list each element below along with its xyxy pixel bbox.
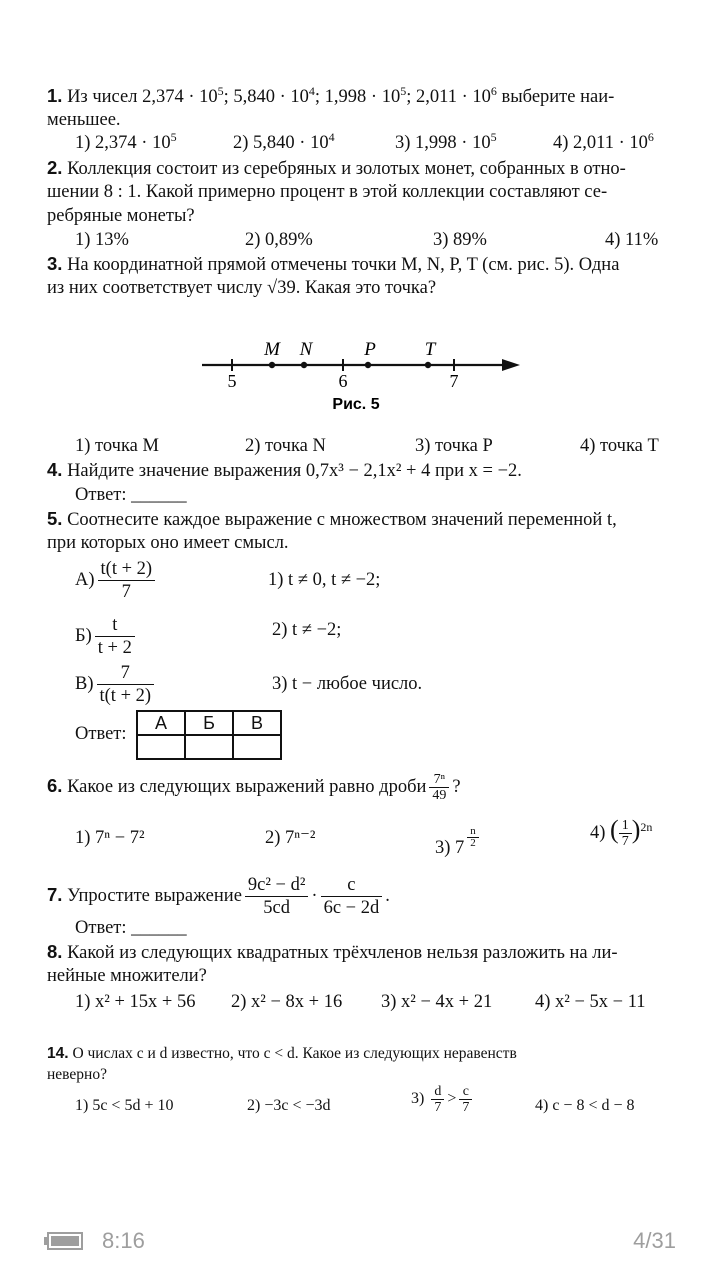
q8-number: 8.	[47, 941, 63, 962]
q5-line2: при которых оно имеет смысл.	[47, 533, 289, 553]
q3-line1: 3. На координатной прямой отмечены точки M, N, P, T (см. рис. 5). Одна	[47, 253, 620, 275]
q14-number: 14.	[47, 1045, 69, 1062]
q2-line1: 2. Коллекция состоит из серебряных и золотых монет, собранных в отно-	[47, 157, 626, 179]
q3-number: 3.	[47, 253, 63, 274]
q14-option-4: 4) c − 8 < d − 8	[535, 1097, 635, 1114]
q5-answer-table	[136, 710, 282, 760]
label-N: N	[299, 339, 313, 360]
q4-answer: Ответ: ______	[75, 485, 187, 505]
q4-number: 4.	[47, 459, 63, 480]
q7-number: 7.	[47, 883, 63, 905]
q14-option-2: 2) −3c < −3d	[247, 1097, 331, 1114]
q6-number: 6.	[47, 774, 63, 796]
point-N	[301, 362, 307, 368]
table-header-v: В	[233, 711, 281, 735]
q2-number: 2.	[47, 157, 63, 178]
q6-line: 6. Какое из следующих выражений равно дроби $\frac{\text{7ⁿ}}{49}$ ?	[47, 772, 461, 803]
q7-answer: Ответ: ______	[75, 918, 187, 938]
q14-line2: неверно?	[47, 1066, 107, 1083]
q8-option-2: 2) x² − 8x + 16	[231, 992, 343, 1012]
q7-line: 7. Упростите выражение $\frac{\text{9c² − d²}}{5cd}$ · $\frac{c}{6c - 2d}$ .	[47, 875, 390, 918]
answer-cell-a[interactable]	[137, 735, 185, 759]
answer-cell-v[interactable]	[233, 735, 281, 759]
q1-option-2: 2) $5,840 \cdot 10^4$	[233, 129, 335, 153]
q1-text-a: Из чисел 2,374 · 10	[67, 87, 218, 107]
q3-line2: из них соответствует числу √39. Какая это точка?	[47, 278, 437, 298]
q6-option-3: 3) 7 $\frac{n}{2}$	[435, 826, 482, 860]
q8-line1: 8. Какой из следующих квадратных трёхчленов нельзя разложить на ли-	[47, 941, 618, 963]
q5-item-a: А) $\frac{t(t + 2)}{7}$	[75, 558, 672, 603]
q5-condition-1: 1) t ≠ 0, t ≠ −2;	[268, 570, 381, 590]
q6-option-1: 1) 7ⁿ − 7²	[75, 828, 145, 848]
q2-option-1: 1) 13%	[75, 230, 129, 250]
q5-condition-2: 2) t ≠ −2;	[272, 620, 342, 640]
q1-number: 1.	[47, 85, 63, 106]
q1-sup1: 5	[217, 83, 224, 98]
q3-option-1: 1) точка M	[75, 436, 159, 456]
q5-number: 5.	[47, 508, 63, 529]
number-line-arrow-icon	[502, 359, 520, 371]
q1-option-3: 3) $1,998 \cdot 10^5$	[395, 129, 497, 153]
label-M: M	[264, 339, 280, 360]
tick-label-7: 7	[449, 371, 459, 391]
q8-option-1: 1) x² + 15x + 56	[75, 992, 196, 1012]
q5-line1: 5. Соотнесите каждое выражение с множеством значений переменной t,	[47, 508, 617, 530]
q1-text-b: ; 5,840 · 10	[223, 87, 309, 107]
point-P	[365, 362, 371, 368]
q1-option-4: 4) $2,011 \cdot 10^6$	[553, 129, 654, 153]
q14-line1: 14. О числах c и d известно, что c < d. Какое из следующих неравенств	[47, 1045, 517, 1062]
q3-option-2: 2) точка N	[245, 436, 326, 456]
point-T	[425, 362, 431, 368]
battery-icon	[44, 1232, 84, 1250]
q1-option-1: 1) $2,374 \cdot 10^5$	[75, 129, 177, 153]
q1-line1	[47, 84, 672, 109]
number-line-figure	[190, 335, 530, 415]
table-header-b: Б	[185, 711, 233, 735]
point-M	[269, 362, 275, 368]
q2-option-4: 4) 11%	[605, 230, 659, 250]
q2-line2: шении 8 : 1. Какой примерно процент в этой коллекции составляют се-	[47, 182, 608, 202]
tick-label-5: 5	[227, 371, 237, 391]
q3-option-3: 3) точка P	[415, 436, 493, 456]
q1-text-c: ; 1,998 · 10	[314, 87, 401, 107]
q1-text-e: выберите наи-	[496, 87, 615, 107]
q5-item-c: В) $\frac{7}{t(t + 2)}$	[75, 662, 672, 707]
q2-option-2: 2) 0,89%	[245, 230, 313, 250]
figure-caption: Рис. 5	[332, 396, 380, 413]
label-T: T	[424, 339, 436, 360]
q5-condition-3: 3) t − любое число.	[272, 674, 423, 694]
q4-line: 4. Найдите значение выражения 0,7x³ − 2,1x² + 4 при x = −2.	[47, 459, 522, 481]
q8-option-4: 4) x² − 5x − 11	[535, 992, 646, 1012]
answer-cell-b[interactable]	[185, 735, 233, 759]
q2-line3: ребряные монеты?	[47, 206, 195, 226]
status-time: 8:16	[102, 1228, 145, 1253]
tick-label-6: 6	[338, 371, 348, 391]
reader-status-bar	[0, 1220, 720, 1260]
q1-text-d: ; 2,011 · 10	[406, 87, 491, 107]
q14-option-3: 3) $\frac{d}{7}$ > $\frac{c}{7}$	[411, 1084, 475, 1115]
q2-option-3: 3) 89%	[433, 230, 487, 250]
q14-option-1: 1) 5c < 5d + 10	[75, 1097, 174, 1114]
q8-line2: нейные множители?	[47, 966, 207, 986]
table-header-a: А	[137, 711, 185, 735]
q5-item-b: Б) $\frac{t}{t + 2}$	[75, 614, 672, 659]
q6-option-4: 4) ( $\frac{1}{7}$ )$^{2n}$	[590, 815, 653, 850]
q1-sup4: 6	[490, 83, 497, 98]
label-P: P	[364, 339, 376, 360]
q8-option-3: 3) x² − 4x + 21	[381, 992, 493, 1012]
q5-answer-label: Ответ:	[75, 724, 127, 744]
q3-option-4: 4) точка T	[580, 436, 659, 456]
q1-sup3: 5	[400, 83, 407, 98]
page-counter: 4/31	[633, 1228, 676, 1253]
q1-sup2: 4	[308, 83, 315, 98]
q6-option-2: 2) 7ⁿ⁻²	[265, 828, 316, 848]
q1-line2: меньшее.	[47, 110, 121, 130]
